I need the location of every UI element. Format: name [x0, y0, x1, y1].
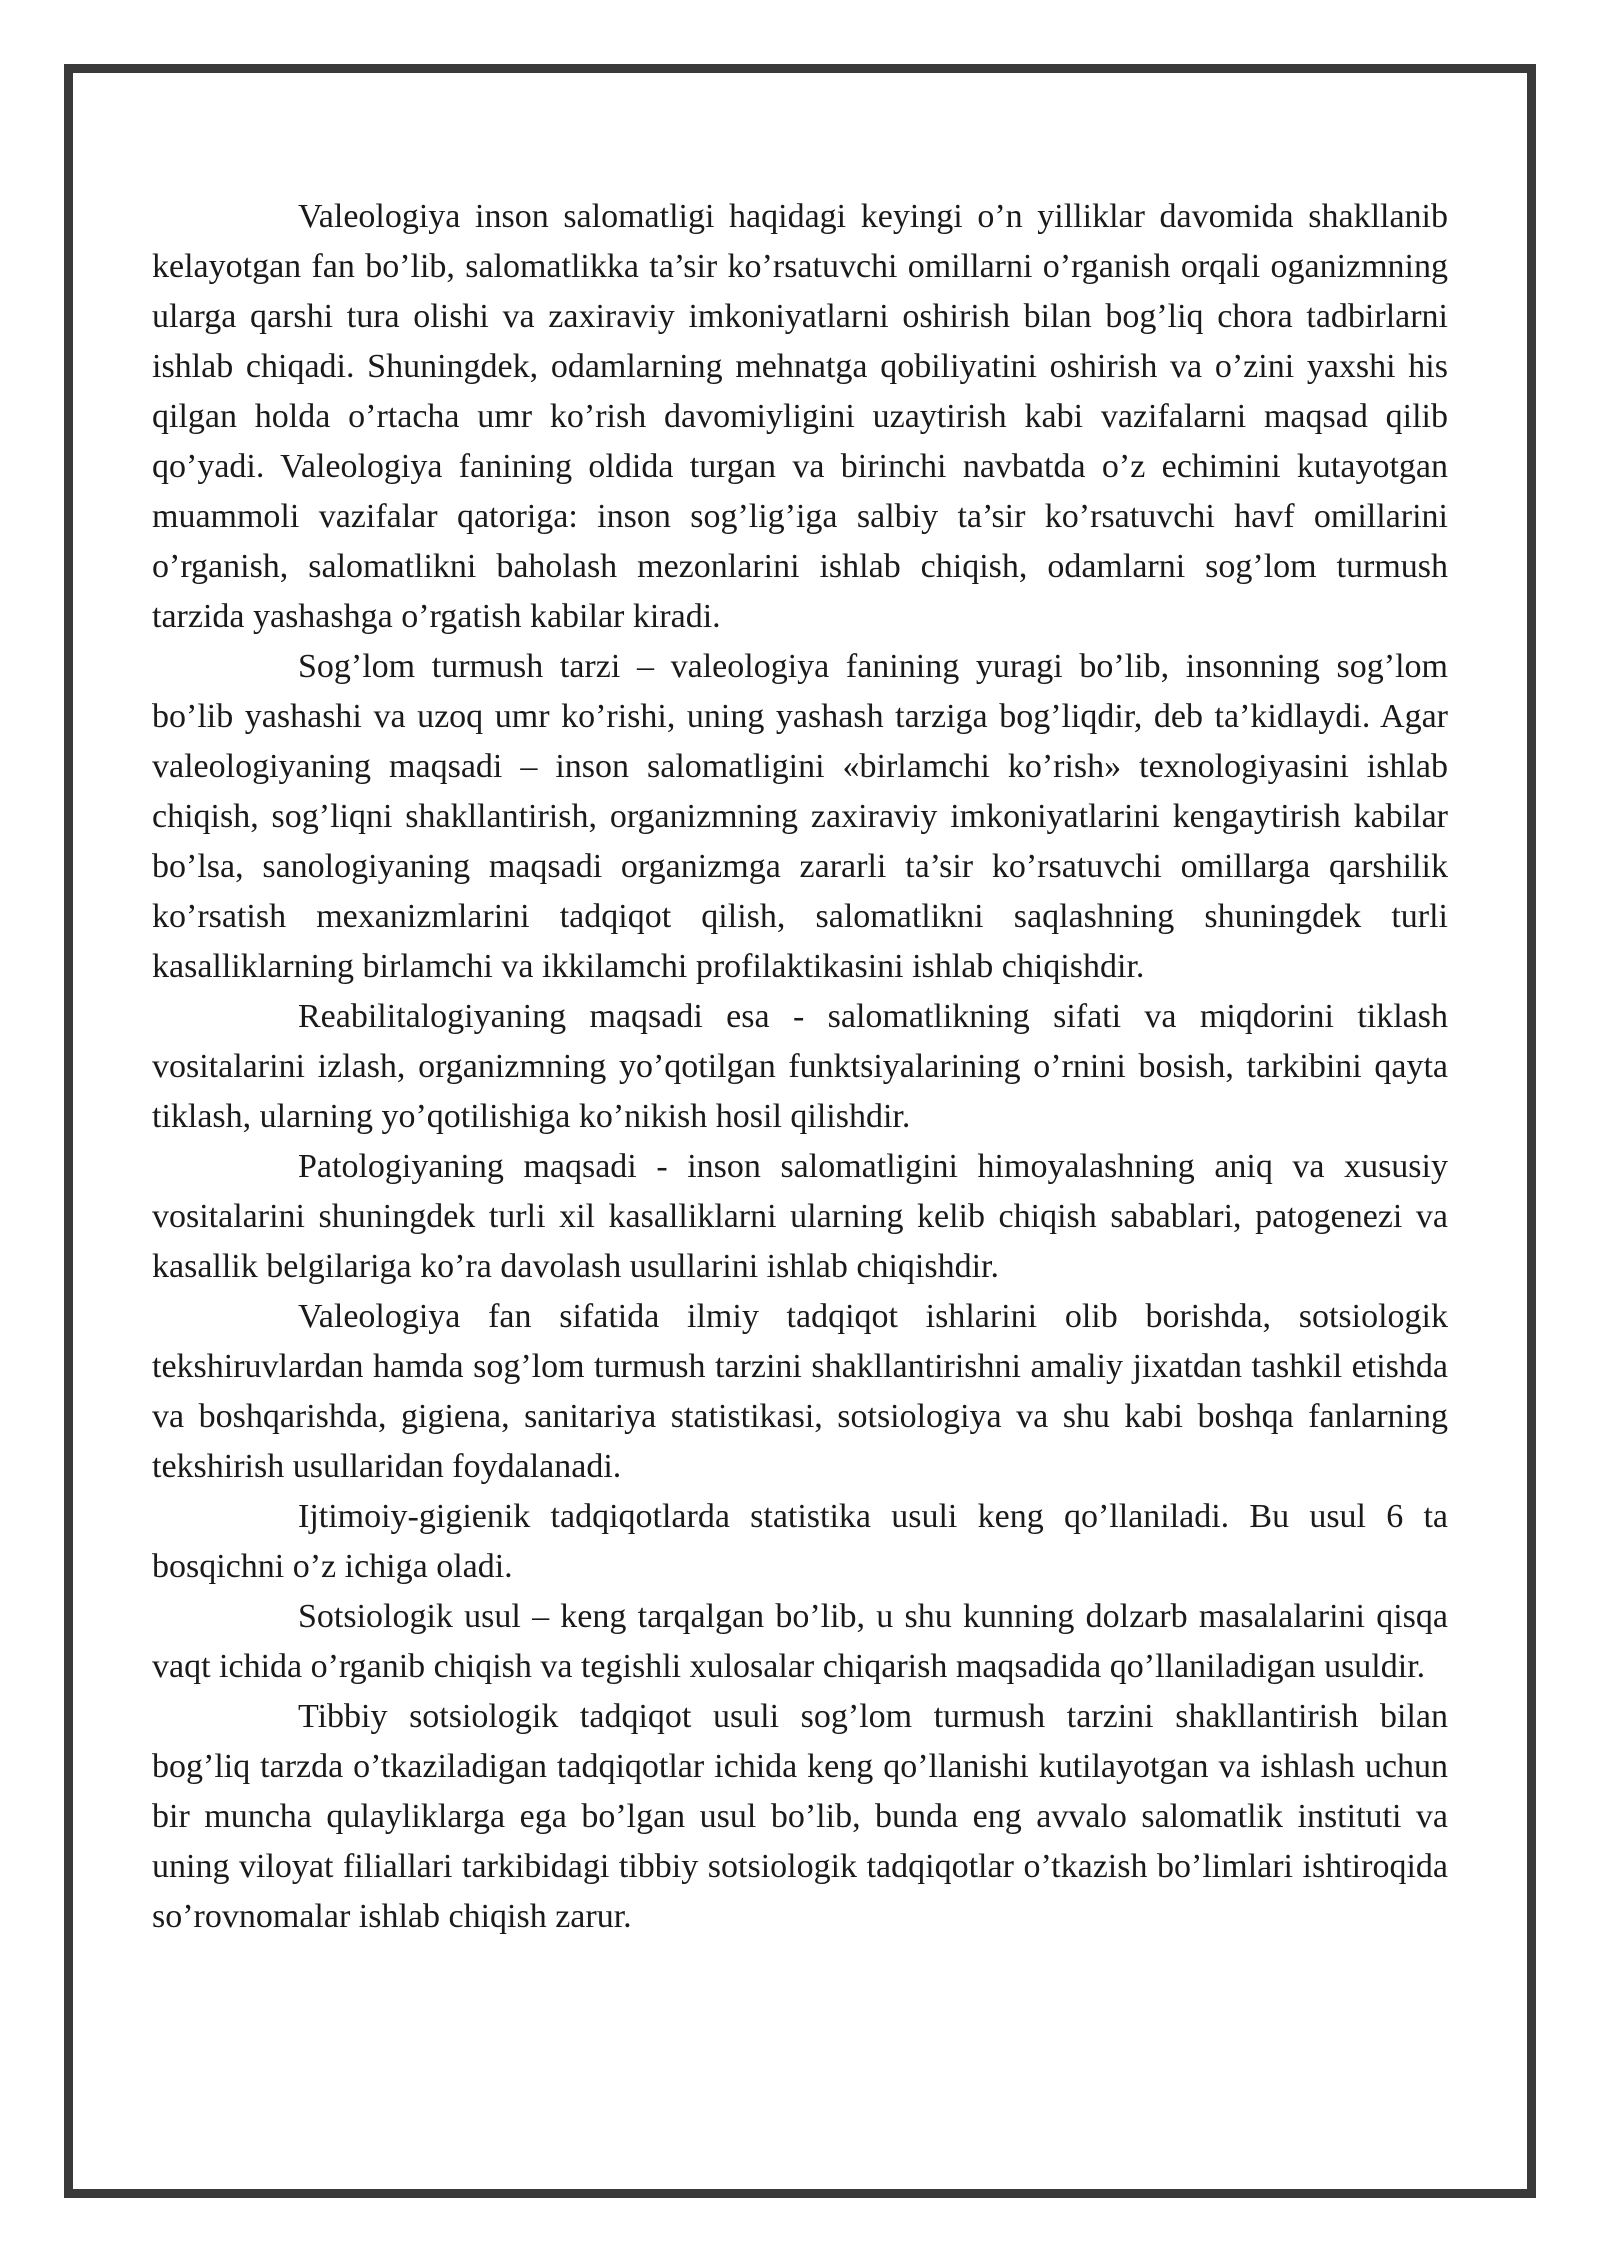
paragraph-sotsiologik-usul: Sotsiologik usul – keng tarqalgan bo’lib, u shu kunning dolzarb masalalarini qisqa vaqt ichida o’rganib chiqish va tegishli xulosalar chiqarish maqsadida qo’llaniladigan usuldir.: [152, 1598, 1448, 1685]
paragraph-statistika-usuli: Ijtimoiy-gigienik tadqiqotlarda statistika usuli keng qo’llaniladi. Bu usul 6 ta bosqichni o’z ichiga oladi.: [152, 1498, 1448, 1585]
paragraph-tibbiy-sotsiologik: Tibbiy sotsiologik tadqiqot usuli sog’lom turmush tarzini shakllantirish bilan bog’liq tarzda o’tkaziladigan tadqiqotlar ichida keng qo’llanishi kutilayotgan va ishlash uchun bir muncha qulayliklarga ega bo’lgan usul bo’lib, bunda eng avvalo salomatlik instituti va uning viloyat filiallari tarkibidagi tibbiy sotsiologik tadqiqotlar o’tkazish bo’limlari ishtiroqida so’rovnomalar ishlab chiqish zarur.: [152, 1698, 1448, 1935]
paragraph-ilmiy-tadqiqot: Valeologiya fan sifatida ilmiy tadqiqot ishlarini olib borishda, sotsiologik tekshiruvlardan hamda sog’lom turmush tarzini shakllantirishni amaliy jixatdan tashkil etishda va boshqarishda, gigiena, sanitariya statistikasi, sotsiologiya va shu kabi boshqa fanlarning tekshirish usullaridan foydalanadi.: [152, 1298, 1448, 1485]
paragraph-valeologiya: Valeologiya inson salomatligi haqidagi keyingi o’n yilliklar davomida shakllanib kelayotgan fan bo’lib, salomatlikka ta’sir ko’rsatuvchi omillarni o’rganish orqali oganizmning ularga qarshi tura olishi va zaxiraviy imkoniyatlarni oshirish bilan bog’liq chora tadbirlarni ishlab chiqadi. Shuningdek, odamlarning mehnatga qobiliyatini oshirish va o’zini yaxshi his qilgan holda o’rtacha umr ko’rish davomiyligini uzaytirish kabi vazifalarni maqsad qilib qo’yadi. Valeologiya fanining oldida turgan va birinchi navbatda o’z echimini kutayotgan muammoli vazifalar qatoriga: inson sog’lig’iga salbiy ta’sir ko’rsatuvchi havf omillarini o’rganish, salomatlikni baholash mezonlarini ishlab chiqish, odamlarni sog’lom turmush tarzida yashashga o’rgatish kabilar kiradi.: [152, 198, 1448, 635]
paragraph-reabilitalogiya: Reabilitalogiyaning maqsadi esa - salomatlikning sifati va miqdorini tiklash vositalarini izlash, organizmning yo’qotilgan funktsiyalarining o’rnini bosish, tarkibini qayta tiklash, ularning yo’qotilishiga ko’nikish hosil qilishdir.: [152, 998, 1448, 1135]
paragraph-patologiya: Patologiyaning maqsadi - inson salomatligini himoyalashning aniq va xususiy vositalarini shuningdek turli xil kasalliklarni ularning kelib chiqish sabablari, patogenezi va kasallik belgilariga ko’ra davolash usullarini ishlab chiqishdir.: [152, 1148, 1448, 1285]
paragraph-sogliom-turmush-tarzi: Sog’lom turmush tarzi – valeologiya fanining yuragi bo’lib, insonning sog’lom bo’lib yashashi va uzoq umr ko’rishi, uning yashash tarziga bog’liqdir, deb ta’kidlaydi. Agar valeologiyaning maqsadi – inson salomatligini «birlamchi ko’rish» texnologiyasini ishlab chiqish, sog’liqni shakllantirish, organizmning zaxiraviy imkoniyatlarini kengaytirish kabilar bo’lsa, sanologiyaning maqsadi organizmga zararli ta’sir ko’rsatuvchi omillarga qarshilik ko’rsatish mexanizmlarini tadqiqot qilish, salomatlikni saqlashning shuningdek turli kasalliklarning birlamchi va ikkilamchi profilaktikasini ishlab chiqishdir.: [152, 648, 1448, 985]
document-body: [152, 192, 1448, 1942]
